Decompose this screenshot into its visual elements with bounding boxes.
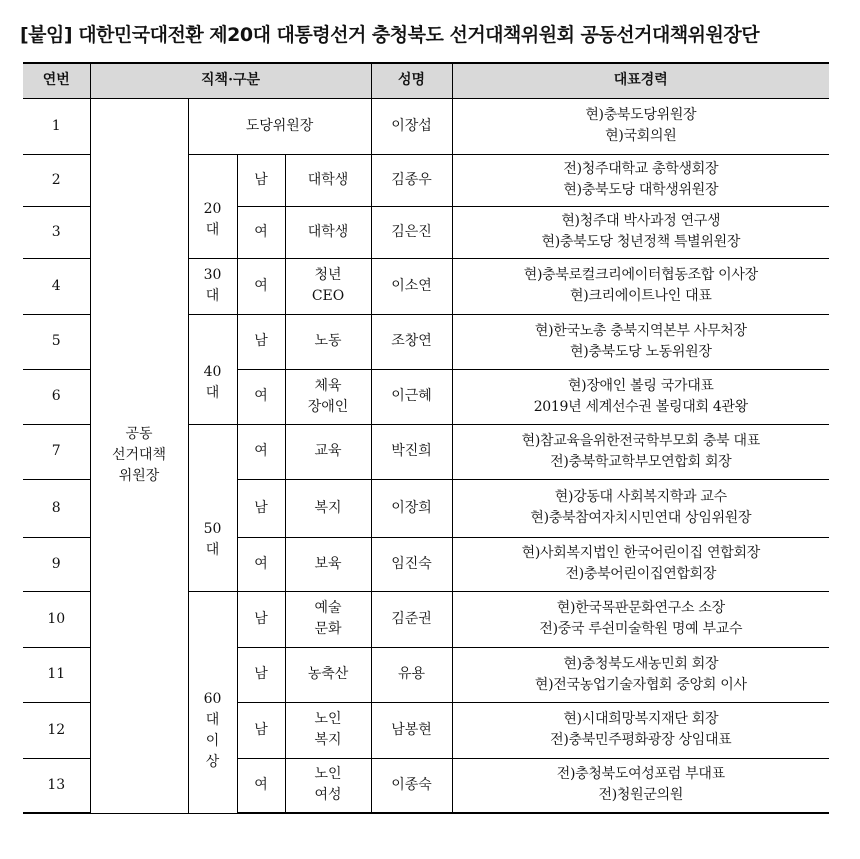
row-no: 1 [23, 98, 90, 154]
row-career: 전)충청북도여성포럼 부대표 전)청원군의원 [452, 758, 829, 813]
row-category: 복지 [285, 479, 371, 537]
row-name: 박진희 [371, 424, 452, 479]
row-name: 유용 [371, 647, 452, 702]
row-career: 현)시대희망복지재단 회장 전)충북민주평화광장 상임대표 [452, 702, 829, 758]
row-no: 2 [23, 154, 90, 206]
row-name: 조창연 [371, 314, 452, 369]
row-career: 현)장애인 볼링 국가대표 2019년 세계선수권 볼링대회 4관왕 [452, 369, 829, 424]
row-name: 남봉현 [371, 702, 452, 758]
row-gender: 남 [237, 702, 285, 758]
row-no: 10 [23, 591, 90, 647]
age-band-50: 50 대 [188, 424, 237, 591]
row-gender: 남 [237, 647, 285, 702]
row-career: 현)충청북도새농민회 회장 현)전국농업기술자협회 중앙회 이사 [452, 647, 829, 702]
row-gender: 여 [237, 537, 285, 591]
row-category: 대학생 [285, 206, 371, 258]
row-category: 교육 [285, 424, 371, 479]
row-gender: 여 [237, 424, 285, 479]
row-gender: 남 [237, 154, 285, 206]
row-category: 보육 [285, 537, 371, 591]
row-name: 임진숙 [371, 537, 452, 591]
row-no: 3 [23, 206, 90, 258]
header-no: 연번 [23, 63, 90, 98]
row-name: 김준권 [371, 591, 452, 647]
committee-roster-table [23, 62, 829, 814]
row-role: 도당위원장 [188, 98, 371, 154]
row-category: 청년 CEO [285, 258, 371, 314]
header-role: 직책·구분 [90, 63, 371, 98]
row-career: 전)청주대학교 총학생회장 현)충북도당 대학생위원장 [452, 154, 829, 206]
row-gender: 여 [237, 258, 285, 314]
row-name: 김은진 [371, 206, 452, 258]
row-gender: 남 [237, 591, 285, 647]
row-name: 이장희 [371, 479, 452, 537]
row-name: 이근혜 [371, 369, 452, 424]
header-name: 성명 [371, 63, 452, 98]
row-category: 체육 장애인 [285, 369, 371, 424]
row-name: 이장섭 [371, 98, 452, 154]
age-band-60-plus: 60 대 이 상 [188, 591, 237, 813]
row-gender: 여 [237, 206, 285, 258]
row-gender: 여 [237, 369, 285, 424]
row-gender: 남 [237, 314, 285, 369]
age-band-40: 40 대 [188, 314, 237, 424]
age-band-20: 20 대 [188, 154, 237, 258]
row-no: 6 [23, 369, 90, 424]
document-title: [붙임] 대한민국대전환 제20대 대통령선거 충청북도 선거대책위원회 공동선거대책위원장단 [20, 24, 760, 46]
row-career: 현)참교육을위한전국학부모회 충북 대표 전)충북학교학부모연합회 회장 [452, 424, 829, 479]
row-career: 현)청주대 박사과정 연구생 현)충북도당 청년정책 특별위원장 [452, 206, 829, 258]
row-career: 현)한국노총 충북지역본부 사무처장 현)충북도당 노동위원장 [452, 314, 829, 369]
row-category: 노인 복지 [285, 702, 371, 758]
row-name: 김종우 [371, 154, 452, 206]
row-no: 13 [23, 758, 90, 813]
row-category: 농축산 [285, 647, 371, 702]
row-category: 대학생 [285, 154, 371, 206]
row-career: 현)한국목판문화연구소 소장 전)중국 루쉰미술학원 명예 부교수 [452, 591, 829, 647]
row-category: 노동 [285, 314, 371, 369]
row-career: 현)강동대 사회복지학과 교수 현)충북참여자치시민연대 상임위원장 [452, 479, 829, 537]
age-band-30: 30 대 [188, 258, 237, 314]
row-no: 5 [23, 314, 90, 369]
row-category: 예술 문화 [285, 591, 371, 647]
row-career: 현)충북로컬크리에이터협동조합 이사장 현)크리에이트나인 대표 [452, 258, 829, 314]
header-career: 대표경력 [452, 63, 829, 98]
table-header-row [23, 63, 829, 98]
group-label: 공동 선거대책 위원장 [90, 98, 188, 813]
table-row [23, 98, 829, 154]
row-no: 8 [23, 479, 90, 537]
row-no: 12 [23, 702, 90, 758]
row-gender: 남 [237, 479, 285, 537]
row-career: 현)충북도당위원장 현)국회의원 [452, 98, 829, 154]
row-name: 이소연 [371, 258, 452, 314]
row-no: 9 [23, 537, 90, 591]
row-name: 이종숙 [371, 758, 452, 813]
row-career: 현)사회복지법인 한국어린이집 연합회장 전)충북어린이집연합회장 [452, 537, 829, 591]
row-gender: 여 [237, 758, 285, 813]
row-category: 노인 여성 [285, 758, 371, 813]
row-no: 11 [23, 647, 90, 702]
row-no: 4 [23, 258, 90, 314]
row-no: 7 [23, 424, 90, 479]
